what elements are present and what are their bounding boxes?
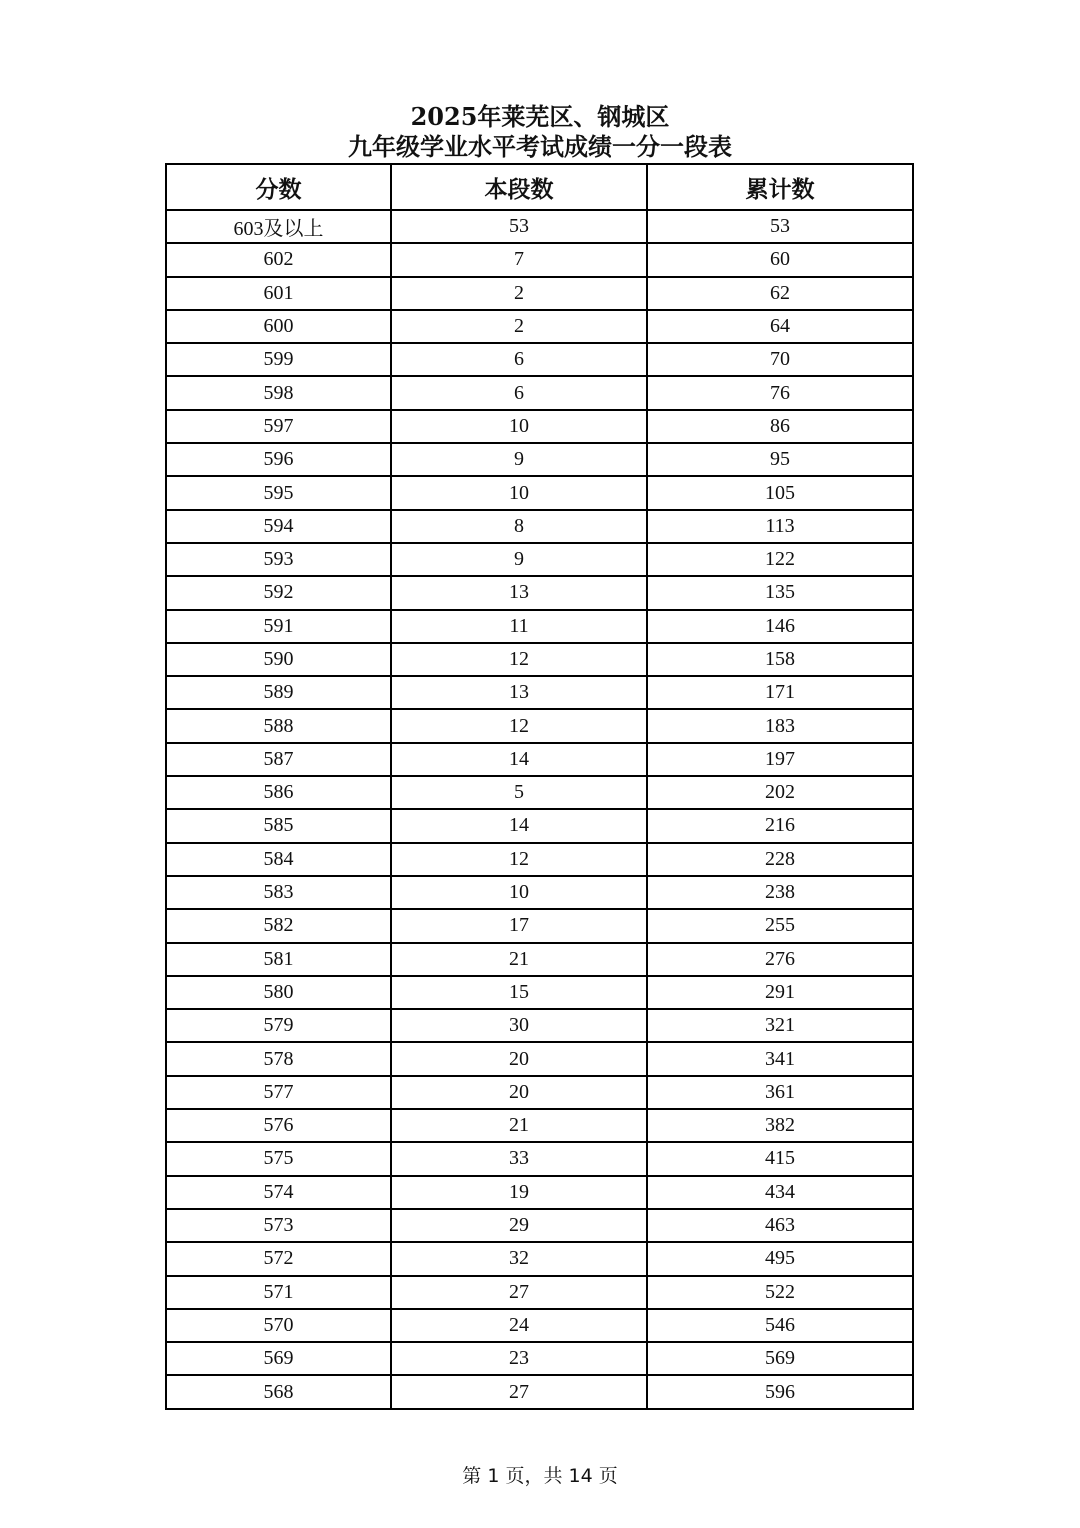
table-body	[166, 210, 913, 1409]
segment-count-cell: 27	[391, 1276, 647, 1309]
score-cell: 590	[166, 643, 391, 676]
table-row	[166, 876, 913, 909]
table-row	[166, 643, 913, 676]
score-cell: 600	[166, 310, 391, 343]
score-cell: 571	[166, 1276, 391, 1309]
cumulative-count-cell: 255	[647, 909, 913, 942]
table-row	[166, 676, 913, 709]
table-row	[166, 776, 913, 809]
table-row	[166, 443, 913, 476]
score-cell: 592	[166, 576, 391, 609]
table-row	[166, 1076, 913, 1109]
score-cell: 593	[166, 543, 391, 576]
segment-count-cell: 15	[391, 976, 647, 1009]
cumulative-count-cell: 158	[647, 643, 913, 676]
score-cell: 602	[166, 243, 391, 276]
cumulative-count-cell: 238	[647, 876, 913, 909]
table-row	[166, 709, 913, 742]
table-row	[166, 576, 913, 609]
score-cell: 598	[166, 376, 391, 409]
table-row	[166, 376, 913, 409]
score-cell: 589	[166, 676, 391, 709]
segment-count-cell: 17	[391, 909, 647, 942]
segment-count-cell: 7	[391, 243, 647, 276]
table-row	[166, 1276, 913, 1309]
segment-count-cell: 33	[391, 1142, 647, 1175]
segment-count-cell: 32	[391, 1242, 647, 1275]
score-cell: 583	[166, 876, 391, 909]
score-cell: 582	[166, 909, 391, 942]
table-row	[166, 243, 913, 276]
header-segment-count: 本段数	[391, 164, 647, 210]
score-cell: 579	[166, 1009, 391, 1042]
table-row	[166, 277, 913, 310]
segment-count-cell: 21	[391, 943, 647, 976]
segment-count-cell: 9	[391, 443, 647, 476]
score-cell: 581	[166, 943, 391, 976]
segment-count-cell: 5	[391, 776, 647, 809]
score-distribution-table	[165, 163, 914, 1410]
segment-count-cell: 8	[391, 510, 647, 543]
score-cell: 576	[166, 1109, 391, 1142]
table-row	[166, 1309, 913, 1342]
cumulative-count-cell: 86	[647, 410, 913, 443]
table-row	[166, 743, 913, 776]
segment-count-cell: 27	[391, 1375, 647, 1408]
segment-count-cell: 23	[391, 1342, 647, 1375]
table-row	[166, 1009, 913, 1042]
score-cell: 574	[166, 1176, 391, 1209]
cumulative-count-cell: 53	[647, 210, 913, 243]
cumulative-count-cell: 569	[647, 1342, 913, 1375]
table-row	[166, 1342, 913, 1375]
segment-count-cell: 21	[391, 1109, 647, 1142]
table-row	[166, 1109, 913, 1142]
segment-count-cell: 20	[391, 1076, 647, 1109]
cumulative-count-cell: 122	[647, 543, 913, 576]
segment-count-cell: 14	[391, 809, 647, 842]
table-row	[166, 1142, 913, 1175]
cumulative-count-cell: 135	[647, 576, 913, 609]
score-cell: 575	[166, 1142, 391, 1175]
score-cell: 591	[166, 610, 391, 643]
document-title-line2: 九年级学业水平考试成绩一分一段表	[348, 132, 732, 161]
segment-count-cell: 10	[391, 476, 647, 509]
table-row	[166, 1176, 913, 1209]
segment-count-cell: 12	[391, 643, 647, 676]
cumulative-count-cell: 202	[647, 776, 913, 809]
score-cell: 572	[166, 1242, 391, 1275]
cumulative-count-cell: 522	[647, 1276, 913, 1309]
header-cumulative-count: 累计数	[647, 164, 913, 210]
score-cell: 584	[166, 843, 391, 876]
cumulative-count-cell: 62	[647, 277, 913, 310]
table-row	[166, 809, 913, 842]
segment-count-cell: 10	[391, 410, 647, 443]
cumulative-count-cell: 361	[647, 1076, 913, 1109]
score-cell: 578	[166, 1042, 391, 1075]
score-cell: 585	[166, 809, 391, 842]
score-cell: 587	[166, 743, 391, 776]
segment-count-cell: 24	[391, 1309, 647, 1342]
segment-count-cell: 13	[391, 676, 647, 709]
segment-count-cell: 30	[391, 1009, 647, 1042]
cumulative-count-cell: 434	[647, 1176, 913, 1209]
table-row	[166, 909, 913, 942]
score-cell: 588	[166, 709, 391, 742]
table-header-row	[166, 164, 913, 210]
cumulative-count-cell: 495	[647, 1242, 913, 1275]
segment-count-cell: 2	[391, 310, 647, 343]
segment-count-cell: 14	[391, 743, 647, 776]
score-cell: 569	[166, 1342, 391, 1375]
score-cell: 599	[166, 343, 391, 376]
table-row	[166, 843, 913, 876]
table-row	[166, 343, 913, 376]
score-cell: 568	[166, 1375, 391, 1408]
score-cell: 596	[166, 443, 391, 476]
score-cell: 594	[166, 510, 391, 543]
segment-count-cell: 6	[391, 376, 647, 409]
table-row	[166, 1209, 913, 1242]
header-score: 分数	[166, 164, 391, 210]
table-row	[166, 1375, 913, 1408]
segment-count-cell: 10	[391, 876, 647, 909]
table-row	[166, 476, 913, 509]
segment-count-cell: 2	[391, 277, 647, 310]
segment-count-cell: 19	[391, 1176, 647, 1209]
cumulative-count-cell: 216	[647, 809, 913, 842]
score-cell: 595	[166, 476, 391, 509]
cumulative-count-cell: 113	[647, 510, 913, 543]
table-row	[166, 1042, 913, 1075]
cumulative-count-cell: 64	[647, 310, 913, 343]
segment-count-cell: 12	[391, 843, 647, 876]
cumulative-count-cell: 341	[647, 1042, 913, 1075]
cumulative-count-cell: 382	[647, 1109, 913, 1142]
cumulative-count-cell: 60	[647, 243, 913, 276]
segment-count-cell: 12	[391, 709, 647, 742]
score-cell: 577	[166, 1076, 391, 1109]
cumulative-count-cell: 105	[647, 476, 913, 509]
page-footer: 第 1 页，共 14 页	[462, 1465, 618, 1487]
cumulative-count-cell: 95	[647, 443, 913, 476]
cumulative-count-cell: 415	[647, 1142, 913, 1175]
cumulative-count-cell: 291	[647, 976, 913, 1009]
segment-count-cell: 13	[391, 576, 647, 609]
cumulative-count-cell: 321	[647, 1009, 913, 1042]
cumulative-count-cell: 546	[647, 1309, 913, 1342]
segment-count-cell: 53	[391, 210, 647, 243]
score-cell: 573	[166, 1209, 391, 1242]
table-row	[166, 210, 913, 243]
cumulative-count-cell: 228	[647, 843, 913, 876]
table-row	[166, 310, 913, 343]
table-row	[166, 976, 913, 1009]
cumulative-count-cell: 146	[647, 610, 913, 643]
table-row	[166, 543, 913, 576]
cumulative-count-cell: 183	[647, 709, 913, 742]
score-cell: 597	[166, 410, 391, 443]
segment-count-cell: 20	[391, 1042, 647, 1075]
cumulative-count-cell: 70	[647, 343, 913, 376]
table-row	[166, 510, 913, 543]
score-cell: 586	[166, 776, 391, 809]
segment-count-cell: 6	[391, 343, 647, 376]
score-cell: 601	[166, 277, 391, 310]
cumulative-count-cell: 463	[647, 1209, 913, 1242]
segment-count-cell: 9	[391, 543, 647, 576]
table-row	[166, 943, 913, 976]
cumulative-count-cell: 76	[647, 376, 913, 409]
table-row	[166, 1242, 913, 1275]
cumulative-count-cell: 171	[647, 676, 913, 709]
score-cell: 603及以上	[166, 210, 391, 243]
table-row	[166, 610, 913, 643]
document-title-line1: 2025年莱芜区、钢城区	[410, 102, 670, 131]
cumulative-count-cell: 197	[647, 743, 913, 776]
score-cell: 570	[166, 1309, 391, 1342]
cumulative-count-cell: 596	[647, 1375, 913, 1408]
cumulative-count-cell: 276	[647, 943, 913, 976]
score-cell: 580	[166, 976, 391, 1009]
segment-count-cell: 11	[391, 610, 647, 643]
table-row	[166, 410, 913, 443]
segment-count-cell: 29	[391, 1209, 647, 1242]
